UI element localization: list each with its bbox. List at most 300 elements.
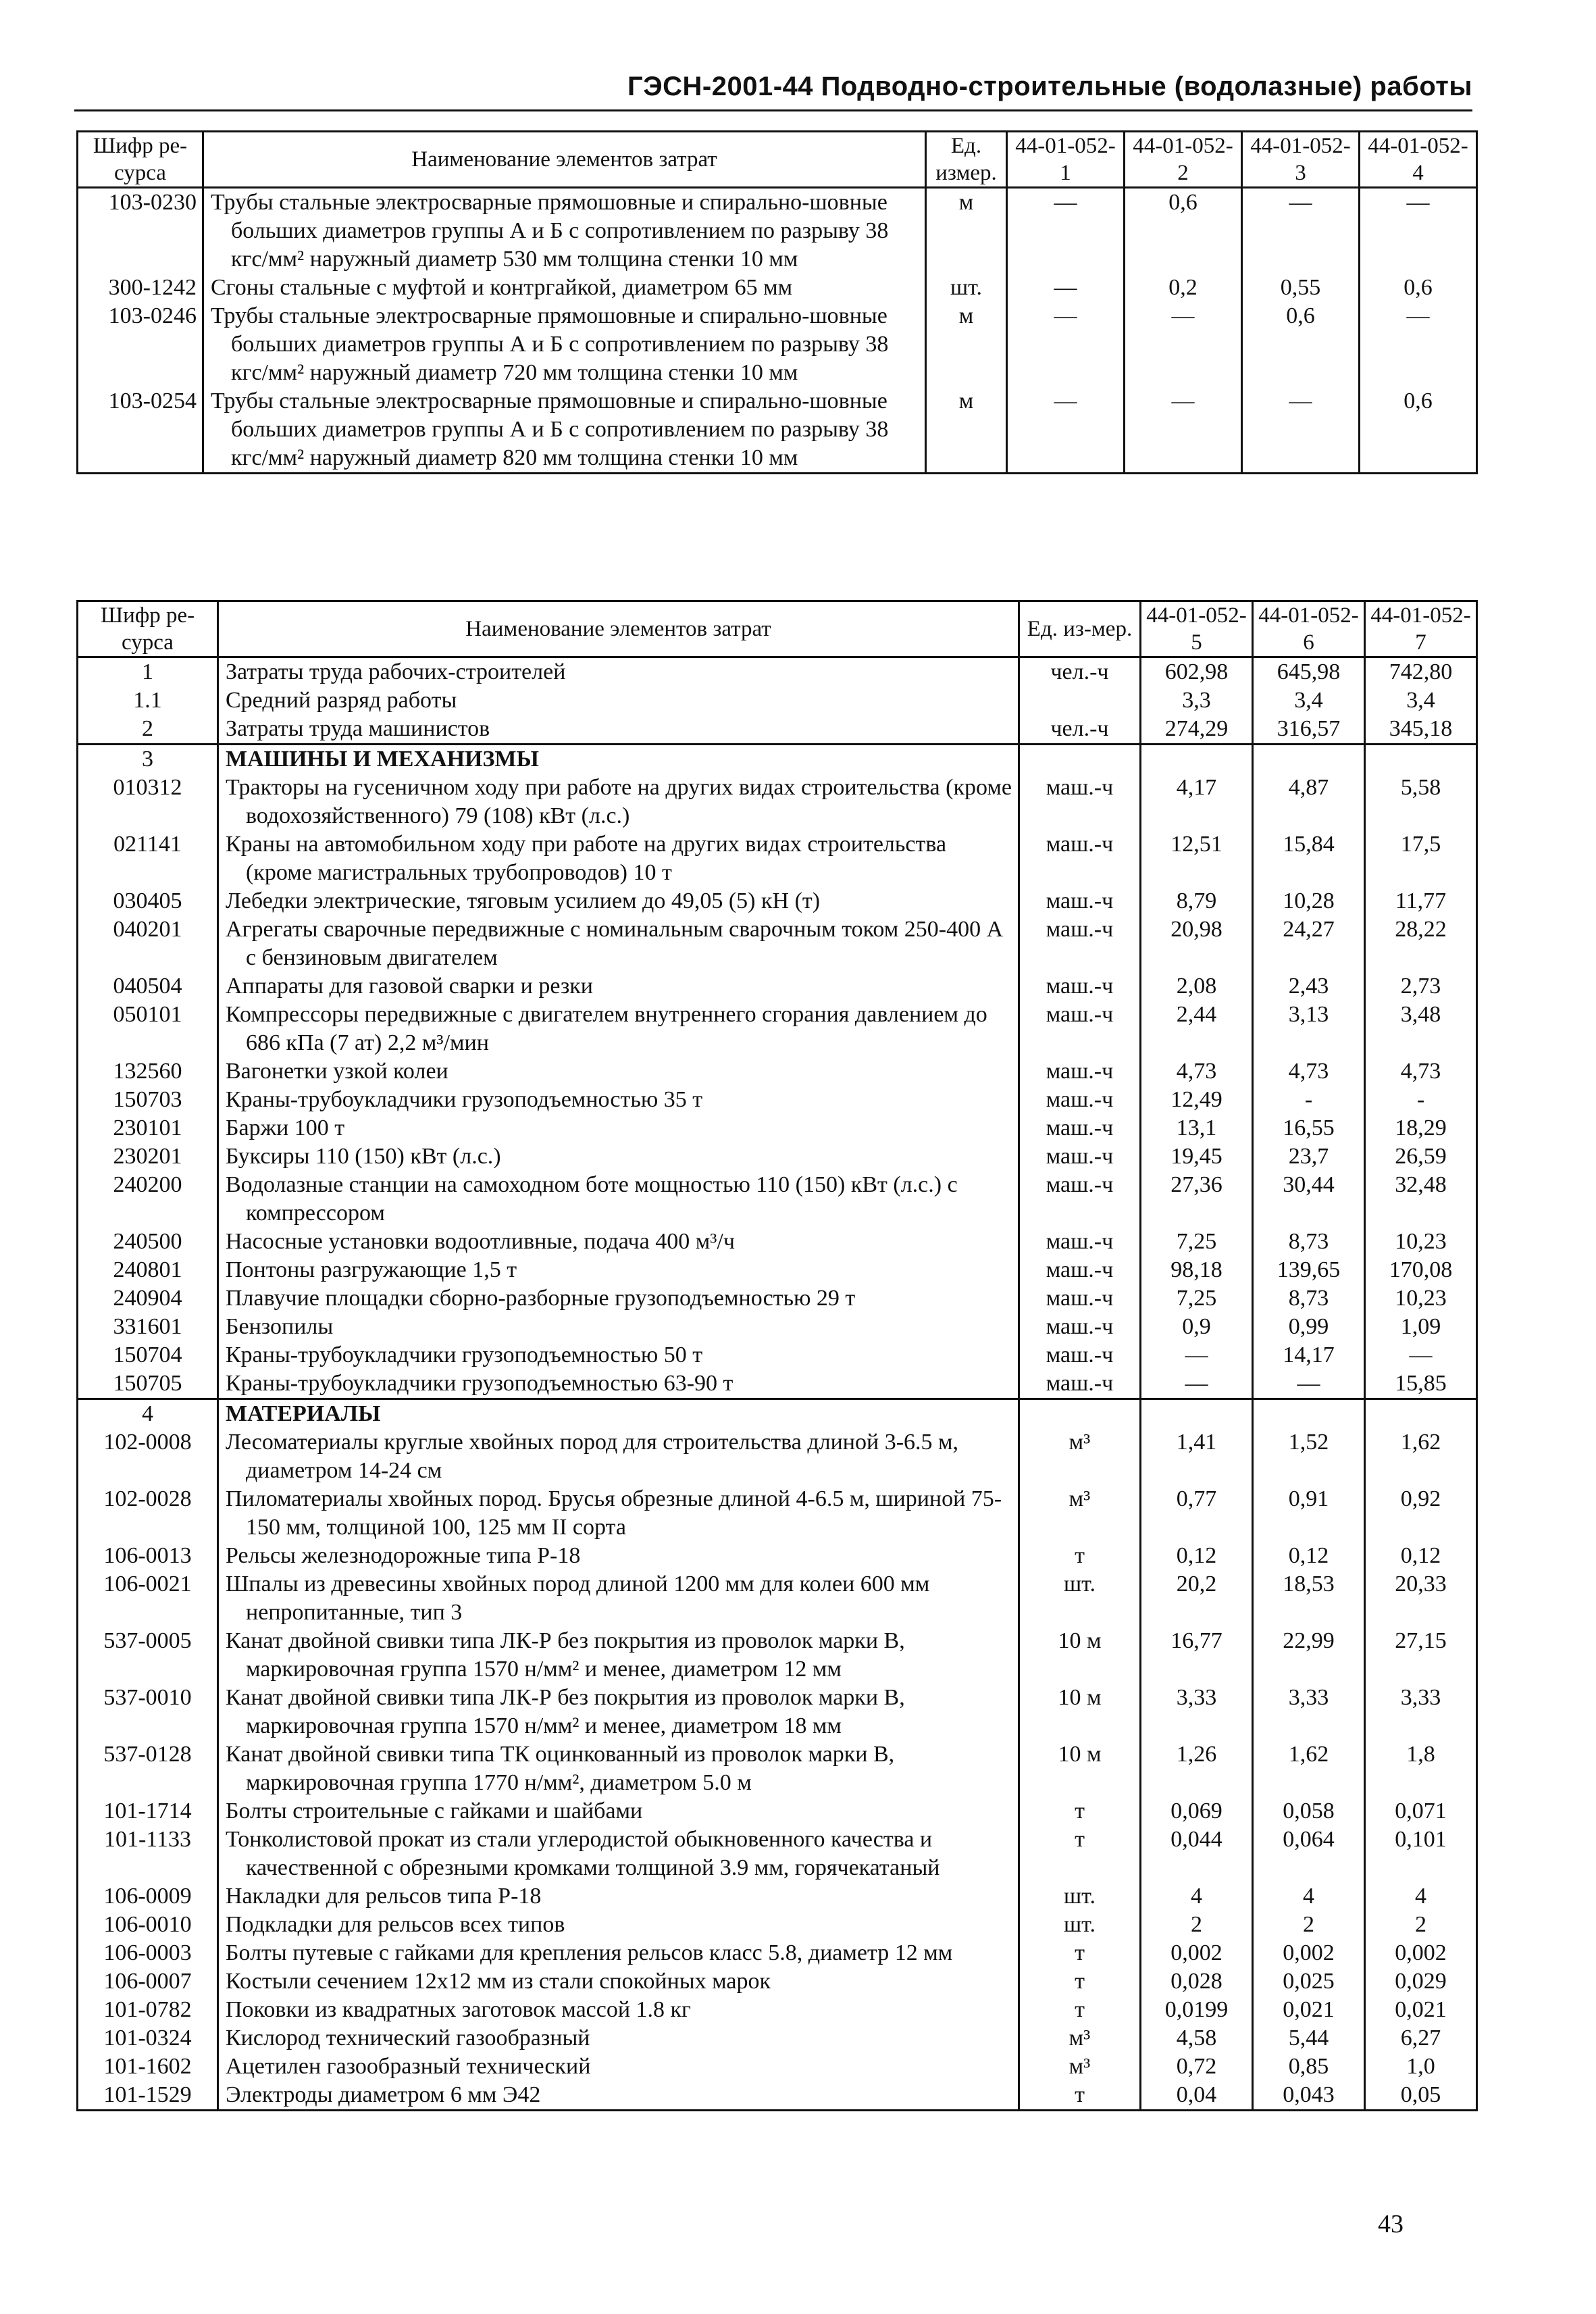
resource-value: 0,043 [1253, 2081, 1365, 2111]
resource-value: 345,18 [1365, 715, 1477, 745]
resource-unit: т [1019, 1797, 1141, 1826]
resource-name: Поковки из квадратных заготовок массой 1.8 кг [218, 1996, 1019, 2024]
resource-value: 13,1 [1141, 1114, 1253, 1142]
resource-unit: шт. [1019, 1570, 1141, 1627]
resource-unit: маш.-ч [1019, 1256, 1141, 1284]
table1-col-code: Шифр ре-сурса [78, 132, 203, 188]
resource-unit [1019, 745, 1141, 774]
resource-value: 2 [1365, 1911, 1477, 1939]
resource-unit: шт. [1019, 1911, 1141, 1939]
resource-value [1365, 1399, 1477, 1429]
table-row [78, 1882, 1477, 1911]
resource-unit: т [1019, 1967, 1141, 1996]
resource-value: 4,73 [1253, 1057, 1365, 1086]
resource-unit: шт. [926, 274, 1007, 302]
table-row [78, 1313, 1477, 1341]
table-row [78, 1114, 1477, 1142]
resource-value: 602,98 [1141, 657, 1253, 687]
resource-unit: маш.-ч [1019, 1114, 1141, 1142]
resource-value: 0,002 [1253, 1939, 1365, 1967]
resource-value: 98,18 [1141, 1256, 1253, 1284]
resource-value: 11,77 [1365, 887, 1477, 915]
resource-unit: маш.-ч [1019, 1341, 1141, 1369]
table1-col-v1: 44-01-052-1 [1007, 132, 1125, 188]
table-row [78, 915, 1477, 972]
resource-value: 274,29 [1141, 715, 1253, 745]
resource-value: 0,99 [1253, 1313, 1365, 1341]
resource-name: Рельсы железнодорожные типа Р-18 [218, 1542, 1019, 1570]
resource-value: 18,53 [1253, 1570, 1365, 1627]
resource-value: 20,2 [1141, 1570, 1253, 1627]
resource-unit: т [1019, 1542, 1141, 1570]
resource-value: 2 [1141, 1911, 1253, 1939]
resource-name: Аппараты для газовой сварки и резки [218, 972, 1019, 1001]
table-row [78, 1570, 1477, 1627]
resource-name: Накладки для рельсов типа Р-18 [218, 1882, 1019, 1911]
resource-code: 3 [78, 745, 218, 774]
resource-value: — [1360, 188, 1477, 274]
table1-col-unit: Ед. измер. [926, 132, 1007, 188]
table-row [78, 1142, 1477, 1171]
resource-value: 0,021 [1253, 1996, 1365, 2024]
resource-value: — [1125, 387, 1242, 474]
resource-code: 106-0009 [78, 1882, 218, 1911]
resource-name: Электроды диаметром 6 мм Э42 [218, 2081, 1019, 2111]
resource-value: 15,85 [1365, 1369, 1477, 1399]
resource-value: 5,58 [1365, 774, 1477, 830]
table-row [78, 1057, 1477, 1086]
resource-code: 101-0324 [78, 2024, 218, 2053]
resource-code: 240500 [78, 1228, 218, 1256]
table-row [78, 1826, 1477, 1882]
resource-value: 0,12 [1141, 1542, 1253, 1570]
resource-value: 0,064 [1253, 1826, 1365, 1882]
resource-code: 150705 [78, 1369, 218, 1399]
resource-value: 5,44 [1253, 2024, 1365, 2053]
resource-name: Краны-трубоукладчики грузоподъемностью 35 т [218, 1086, 1019, 1114]
resource-unit: т [1019, 2081, 1141, 2111]
resource-name: Затраты труда машинистов [218, 715, 1019, 745]
table-row [78, 774, 1477, 830]
resource-name: Ацетилен газообразный технический [218, 2053, 1019, 2081]
resource-code: 1 [78, 657, 218, 687]
resource-name: Плавучие площадки сборно-разборные грузоподъемностью 29 т [218, 1284, 1019, 1313]
resource-code: 230201 [78, 1142, 218, 1171]
table-row [78, 1369, 1477, 1399]
resource-value: - [1253, 1086, 1365, 1114]
resource-code: 240904 [78, 1284, 218, 1313]
resource-unit: маш.-ч [1019, 972, 1141, 1001]
resource-code: 537-0010 [78, 1684, 218, 1740]
resource-name: Трубы стальные электросварные прямошовные и спирально-шовные больших диаметров группы А и Б с сопротивлением по разрыву 38 кгс/мм² наружный диаметр 820 мм толщина стенки 10 мм [203, 387, 926, 474]
resource-value: — [1007, 302, 1125, 387]
resource-unit: маш.-ч [1019, 915, 1141, 972]
resource-value: 3,4 [1365, 686, 1477, 715]
resource-value: 0,002 [1365, 1939, 1477, 1967]
resource-value: 0,101 [1365, 1826, 1477, 1882]
table-row [78, 302, 1477, 387]
resource-value: — [1242, 387, 1360, 474]
resource-code: 300-1242 [78, 274, 203, 302]
resource-value [1365, 745, 1477, 774]
resource-name: Тонколистовой прокат из стали углеродистой обыкновенного качества и качественной с обрезными кромками толщиной 3.9 мм, горячекатаный [218, 1826, 1019, 1882]
table-row [78, 2053, 1477, 2081]
resource-value: 0,04 [1141, 2081, 1253, 2111]
resource-value: 0,72 [1141, 2053, 1253, 2081]
resource-name: Шпалы из древесины хвойных пород длиной 1200 мм для колеи 600 мм непропитанные, тип 3 [218, 1570, 1019, 1627]
resource-value: 23,7 [1253, 1142, 1365, 1171]
resource-value: 0,85 [1253, 2053, 1365, 2081]
resource-unit: 10 м [1019, 1684, 1141, 1740]
table2-col-v3: 44-01-052-7 [1365, 601, 1477, 657]
resource-value: 316,57 [1253, 715, 1365, 745]
resource-value: — [1365, 1341, 1477, 1369]
resource-name: Канат двойной свивки типа ЛК-Р без покрытия из проволок марки В, маркировочная группа 1570 н/мм² и менее, диаметром 18 мм [218, 1684, 1019, 1740]
resource-code: 103-0254 [78, 387, 203, 474]
resource-value: 0,002 [1141, 1939, 1253, 1967]
resource-unit: т [1019, 1826, 1141, 1882]
resource-name: Канат двойной свивки типа ЛК-Р без покрытия из проволок марки В, маркировочная группа 1570 н/мм² и менее, диаметром 12 мм [218, 1627, 1019, 1684]
resource-value: 7,25 [1141, 1228, 1253, 1256]
resource-value: 139,65 [1253, 1256, 1365, 1284]
resource-code: 106-0003 [78, 1939, 218, 1967]
resource-value: 2,73 [1365, 972, 1477, 1001]
resource-value [1253, 745, 1365, 774]
resource-code: 150703 [78, 1086, 218, 1114]
resource-unit [1019, 1399, 1141, 1429]
resource-value: 4,17 [1141, 774, 1253, 830]
table1-col-v3: 44-01-052-3 [1242, 132, 1360, 188]
resource-value: 4,87 [1253, 774, 1365, 830]
resource-value: 12,51 [1141, 830, 1253, 887]
table-row [78, 1171, 1477, 1228]
resource-name: Канат двойной свивки типа ТК оцинкованный из проволок марки В, маркировочная группа 1770 н/мм², диаметром 5.0 м [218, 1740, 1019, 1797]
resource-value: 10,28 [1253, 887, 1365, 915]
resource-unit: маш.-ч [1019, 1313, 1141, 1341]
resource-value: 20,98 [1141, 915, 1253, 972]
resource-code: 030405 [78, 887, 218, 915]
resource-value: 0,0199 [1141, 1996, 1253, 2024]
table-row [78, 2024, 1477, 2053]
resource-code: 230101 [78, 1114, 218, 1142]
resource-name: Баржи 100 т [218, 1114, 1019, 1142]
table-row [78, 274, 1477, 302]
resource-value: - [1365, 1086, 1477, 1114]
header-title: ГЭСН-2001-44 Подводно-строительные (водолазные) работы [627, 72, 1472, 101]
resource-value: 0,029 [1365, 1967, 1477, 1996]
resources-table-1 [76, 130, 1478, 474]
resource-value: 0,058 [1253, 1797, 1365, 1826]
resource-value: 0,12 [1253, 1542, 1365, 1570]
resource-code: 150704 [78, 1341, 218, 1369]
resource-name: Тракторы на гусеничном ходу при работе на других видах строительства (кроме водохозяйственного) 79 (108) кВт (л.с.) [218, 774, 1019, 830]
resource-name: Кислород технический газообразный [218, 2024, 1019, 2053]
resource-unit: маш.-ч [1019, 1171, 1141, 1228]
resource-value: 2,44 [1141, 1001, 1253, 1057]
resource-value: 0,91 [1253, 1485, 1365, 1542]
resource-unit [1019, 686, 1141, 715]
resource-code: 103-0246 [78, 302, 203, 387]
resource-value: 4 [1253, 1882, 1365, 1911]
resource-unit: маш.-ч [1019, 774, 1141, 830]
resource-code: 101-1714 [78, 1797, 218, 1826]
resource-value: 14,17 [1253, 1341, 1365, 1369]
resource-unit: чел.-ч [1019, 657, 1141, 687]
resource-code: 101-1133 [78, 1826, 218, 1882]
resource-value: 2,08 [1141, 972, 1253, 1001]
resource-value: — [1141, 1341, 1253, 1369]
resource-value: 3,4 [1253, 686, 1365, 715]
resource-value: — [1007, 188, 1125, 274]
resource-code: 4 [78, 1399, 218, 1429]
table-row [78, 387, 1477, 474]
table-row [78, 715, 1477, 745]
resource-value: 32,48 [1365, 1171, 1477, 1228]
resource-code: 106-0010 [78, 1911, 218, 1939]
resource-code: 240801 [78, 1256, 218, 1284]
table-row [78, 972, 1477, 1001]
resource-value: 27,15 [1365, 1627, 1477, 1684]
resource-value: 3,33 [1365, 1684, 1477, 1740]
resource-name: Сгоны стальные с муфтой и контргайкой, диаметром 65 мм [203, 274, 926, 302]
table-row [78, 830, 1477, 887]
resource-name: Трубы стальные электросварные прямошовные и спирально-шовные больших диаметров группы А и Б с сопротивлением по разрыву 38 кгс/мм² наружный диаметр 720 мм толщина стенки 10 мм [203, 302, 926, 387]
resource-unit: т [1019, 1996, 1141, 2024]
resource-value: 1,62 [1365, 1428, 1477, 1485]
resource-unit: м³ [1019, 1428, 1141, 1485]
resource-value: — [1007, 387, 1125, 474]
resource-value: — [1125, 302, 1242, 387]
resource-value: — [1360, 302, 1477, 387]
table-row [78, 686, 1477, 715]
resource-value: 0,025 [1253, 1967, 1365, 1996]
resource-value: 8,73 [1253, 1284, 1365, 1313]
resource-value: 27,36 [1141, 1171, 1253, 1228]
resource-code: 1.1 [78, 686, 218, 715]
resource-value: 2 [1253, 1911, 1365, 1939]
resource-name: Краны-трубоукладчики грузоподъемностью 50 т [218, 1341, 1019, 1369]
table-row [78, 887, 1477, 915]
resource-code: 101-1529 [78, 2081, 218, 2111]
table-row [78, 1399, 1477, 1429]
resource-code: 101-1602 [78, 2053, 218, 2081]
resource-code: 040504 [78, 972, 218, 1001]
resource-value: 3,33 [1141, 1684, 1253, 1740]
table-row [78, 1939, 1477, 1967]
table-row [78, 1740, 1477, 1797]
resource-value: 0,6 [1360, 274, 1477, 302]
resource-name: Болты путевые с гайками для крепления рельсов класс 5.8, диаметр 12 мм [218, 1939, 1019, 1967]
resource-value: 0,069 [1141, 1797, 1253, 1826]
resource-value: — [1007, 274, 1125, 302]
table2-col-unit: Ед. из-мер. [1019, 601, 1141, 657]
resource-code: 101-0782 [78, 1996, 218, 2024]
table-row [78, 1967, 1477, 1996]
resource-value: 0,12 [1365, 1542, 1477, 1570]
resource-code: 537-0005 [78, 1627, 218, 1684]
table1-col-name: Наименование элементов затрат [203, 132, 926, 188]
resource-value: — [1141, 1369, 1253, 1399]
resource-name: Вагонетки узкой колеи [218, 1057, 1019, 1086]
resource-value: — [1242, 188, 1360, 274]
table-row [78, 1684, 1477, 1740]
resource-unit: м³ [1019, 1485, 1141, 1542]
resource-unit: маш.-ч [1019, 1369, 1141, 1399]
resource-value: 19,45 [1141, 1142, 1253, 1171]
resource-code: 537-0128 [78, 1740, 218, 1797]
resource-value: 3,3 [1141, 686, 1253, 715]
resource-value: 0,6 [1360, 387, 1477, 474]
resource-value: 30,44 [1253, 1171, 1365, 1228]
resource-code: 102-0008 [78, 1428, 218, 1485]
resource-value: 8,79 [1141, 887, 1253, 915]
resource-value: 4,73 [1365, 1057, 1477, 1086]
resource-name: Водолазные станции на самоходном боте мощностью 110 (150) кВт (л.с.) с компрессором [218, 1171, 1019, 1228]
page-header [74, 68, 1472, 111]
resource-value: 18,29 [1365, 1114, 1477, 1142]
resource-value: 0,55 [1242, 274, 1360, 302]
resource-unit: маш.-ч [1019, 887, 1141, 915]
resource-name: Буксиры 110 (150) кВт (л.с.) [218, 1142, 1019, 1171]
resource-code: 102-0028 [78, 1485, 218, 1542]
resource-code: 106-0007 [78, 1967, 218, 1996]
resources-table-2 [76, 600, 1478, 2111]
resource-value: 4 [1141, 1882, 1253, 1911]
resource-code: 240200 [78, 1171, 218, 1228]
resource-unit: м [926, 302, 1007, 387]
table-row [78, 1256, 1477, 1284]
resource-value: 1,0 [1365, 2053, 1477, 2081]
resource-value: 12,49 [1141, 1086, 1253, 1114]
table2-header-row [78, 601, 1477, 657]
table1-col-v4: 44-01-052-4 [1360, 132, 1477, 188]
resource-value: 1,52 [1253, 1428, 1365, 1485]
table-row [78, 1428, 1477, 1485]
resource-value: 26,59 [1365, 1142, 1477, 1171]
resource-value: 0,044 [1141, 1826, 1253, 1882]
resource-value: 0,071 [1365, 1797, 1477, 1826]
table2-col-v1: 44-01-052-5 [1141, 601, 1253, 657]
resource-unit: маш.-ч [1019, 1001, 1141, 1057]
resource-value [1141, 1399, 1253, 1429]
resource-value: 0,92 [1365, 1485, 1477, 1542]
resource-value: 4,58 [1141, 2024, 1253, 2053]
page-number: 43 [1378, 2210, 1404, 2238]
resource-value: 22,99 [1253, 1627, 1365, 1684]
resource-value: 1,26 [1141, 1740, 1253, 1797]
resource-value: 0,6 [1125, 188, 1242, 274]
resource-unit: маш.-ч [1019, 1228, 1141, 1256]
resource-value: 8,73 [1253, 1228, 1365, 1256]
resource-code: 050101 [78, 1001, 218, 1057]
table1-col-v2: 44-01-052-2 [1125, 132, 1242, 188]
table2-col-name: Наименование элементов затрат [218, 601, 1019, 657]
resource-value: 16,55 [1253, 1114, 1365, 1142]
table-row [78, 1341, 1477, 1369]
resource-name: Средний разряд работы [218, 686, 1019, 715]
table-row [78, 745, 1477, 774]
table-row [78, 1485, 1477, 1542]
resource-name: МАТЕРИАЛЫ [218, 1399, 1019, 1429]
resource-unit: маш.-ч [1019, 830, 1141, 887]
resource-unit: м³ [1019, 2053, 1141, 2081]
resource-value: 0,021 [1365, 1996, 1477, 2024]
resource-value: 1,62 [1253, 1740, 1365, 1797]
resource-name: Лесоматериалы круглые хвойных пород для строительства длиной 3-6.5 м, диаметром 14-24 см [218, 1428, 1019, 1485]
resource-unit: 10 м [1019, 1627, 1141, 1684]
resource-value: 15,84 [1253, 830, 1365, 887]
resource-value: 6,27 [1365, 2024, 1477, 2053]
resource-unit: маш.-ч [1019, 1057, 1141, 1086]
table2-col-code: Шифр ре-сурса [78, 601, 218, 657]
resource-value: 3,33 [1253, 1684, 1365, 1740]
table-row [78, 1086, 1477, 1114]
resource-value: 7,25 [1141, 1284, 1253, 1313]
table-row [78, 1797, 1477, 1826]
table-row [78, 1228, 1477, 1256]
resource-value [1141, 745, 1253, 774]
resource-name: Затраты труда рабочих-строителей [218, 657, 1019, 687]
resource-name: Лебедки электрические, тяговым усилием до 49,05 (5) кН (т) [218, 887, 1019, 915]
resource-value: 3,48 [1365, 1001, 1477, 1057]
resource-unit: т [1019, 1939, 1141, 1967]
resource-code: 106-0013 [78, 1542, 218, 1570]
resource-name: Компрессоры передвижные с двигателем внутреннего сгорания давлением до 686 кПа (7 ат) 2,2 м³/мин [218, 1001, 1019, 1057]
table-row [78, 1542, 1477, 1570]
resource-unit: м [926, 387, 1007, 474]
resource-value: 3,13 [1253, 1001, 1365, 1057]
resource-code: 132560 [78, 1057, 218, 1086]
resource-name: Бензопилы [218, 1313, 1019, 1341]
resource-value: 170,08 [1365, 1256, 1477, 1284]
resource-value: 4 [1365, 1882, 1477, 1911]
resource-unit: маш.-ч [1019, 1086, 1141, 1114]
table-row [78, 1911, 1477, 1939]
resource-value: 1,41 [1141, 1428, 1253, 1485]
resource-value: 28,22 [1365, 915, 1477, 972]
resource-value: 16,77 [1141, 1627, 1253, 1684]
resource-value: 17,5 [1365, 830, 1477, 887]
resource-name: Болты строительные с гайками и шайбами [218, 1797, 1019, 1826]
resource-value: 0,9 [1141, 1313, 1253, 1341]
resource-unit: м³ [1019, 2024, 1141, 2053]
resource-value: 0,2 [1125, 274, 1242, 302]
resource-code: 106-0021 [78, 1570, 218, 1627]
resource-unit: шт. [1019, 1882, 1141, 1911]
resource-value: 0,05 [1365, 2081, 1477, 2111]
resource-value: 2,43 [1253, 972, 1365, 1001]
resource-name: Костыли сечением 12х12 мм из стали спокойных марок [218, 1967, 1019, 1996]
table-row [78, 657, 1477, 687]
resource-name: МАШИНЫ И МЕХАНИЗМЫ [218, 745, 1019, 774]
resource-code: 103-0230 [78, 188, 203, 274]
resource-name: Трубы стальные электросварные прямошовные и спирально-шовные больших диаметров группы А и Б с сопротивлением по разрыву 38 кгс/мм² наружный диаметр 530 мм толщина стенки 10 мм [203, 188, 926, 274]
resource-unit: чел.-ч [1019, 715, 1141, 745]
table1-header-row [78, 132, 1477, 188]
resource-name: Краны на автомобильном ходу при работе на других видах строительства (кроме магистральных трубопроводов) 10 т [218, 830, 1019, 887]
resource-value: 0,77 [1141, 1485, 1253, 1542]
resource-value: 10,23 [1365, 1228, 1477, 1256]
resource-code: 021141 [78, 830, 218, 887]
resource-name: Насосные установки водоотливные, подача 400 м³/ч [218, 1228, 1019, 1256]
resource-unit: м [926, 188, 1007, 274]
resource-value: 24,27 [1253, 915, 1365, 972]
table-row [78, 1284, 1477, 1313]
resource-code: 040201 [78, 915, 218, 972]
resource-unit: 10 м [1019, 1740, 1141, 1797]
resource-value: 742,80 [1365, 657, 1477, 687]
table-row [78, 1001, 1477, 1057]
